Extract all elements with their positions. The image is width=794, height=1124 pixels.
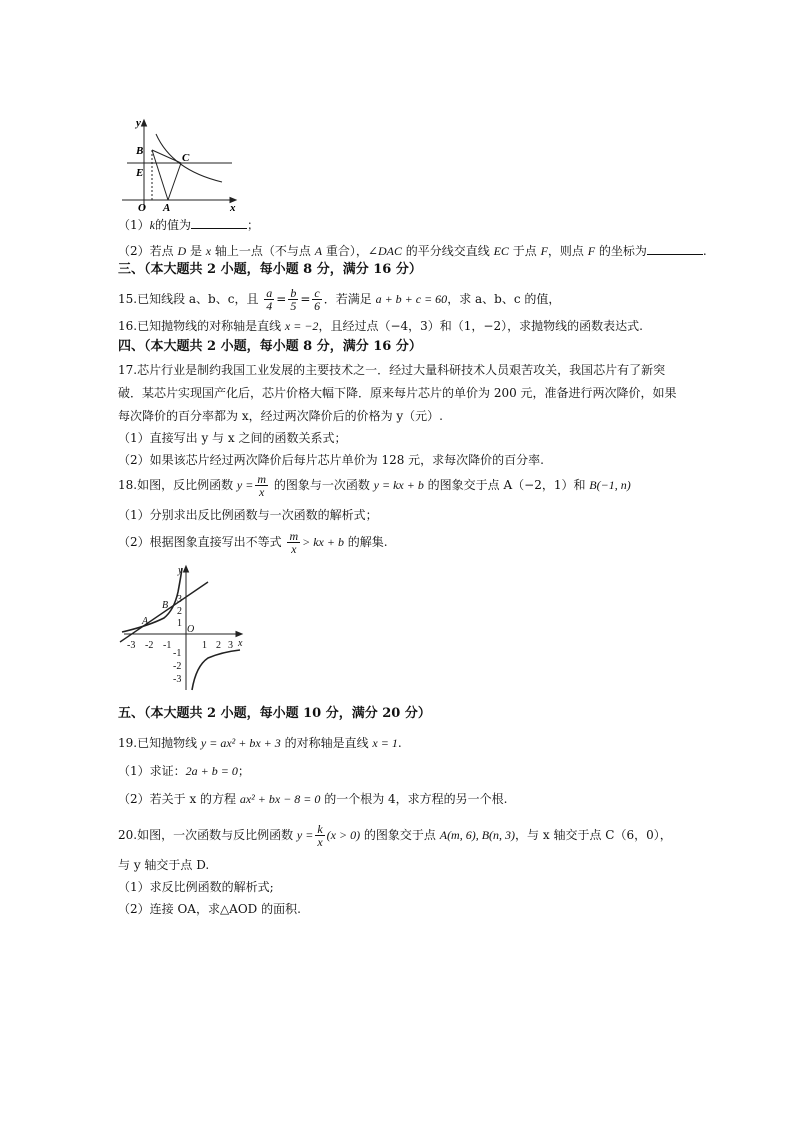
y-tick-2: 2	[177, 606, 182, 617]
q20-line2: 与 y 轴交于点 D.	[118, 858, 210, 872]
x-axis-arrow	[236, 632, 242, 637]
q14-part1: （1）k的值为 ；	[118, 218, 259, 232]
x-tick-3: 3	[228, 640, 233, 651]
x-tick-1: 1	[202, 640, 207, 651]
q18: 18.如图，反比例函数 y = $\frac{m}{x}$ 的图象与一次函数 y = kx + b 的图象交于点 A（−2，1）和 B(−1, n)	[118, 472, 631, 499]
x-tick-2: 2	[216, 640, 221, 651]
y-tick-1: 1	[177, 618, 182, 629]
answer-blank-1[interactable]	[191, 217, 247, 229]
q17-line1: 17.芯片行业是制约我国工业发展的主要技术之一．经过大量科研技术人员艰苦攻关，我国芯片有了新突	[118, 363, 666, 377]
fraction-c-6: $\frac{c}{6}$	[314, 286, 321, 313]
answer-blank-2[interactable]	[647, 243, 703, 255]
label-B: B	[162, 600, 169, 611]
q17-line2: 破．某芯片实现国产化后，芯片价格大幅下降．原来每片芯片的单价为 200 元，准备进行两次降价，如果	[118, 386, 677, 400]
q20: 20.如图，一次函数与反比例函数 y = $\frac{k}{x}$ (x > 0) 的图象交于点 A(m, 6), B(n, 3)，与 x 轴交于点 C（6，0），	[118, 822, 672, 849]
fraction-a-4: $\frac{a}{4}$	[266, 286, 273, 313]
hyperbola-branch-right	[192, 650, 240, 690]
fraction-m-x: $\frac{m}{x}$	[257, 472, 267, 499]
q19: 19.已知抛物线 y = ax² + bx + 3 的对称轴是直线 x = 1.	[118, 736, 402, 750]
section-5-heading: 五、（本大题共 2 小题，每小题 10 分，满分 20 分）	[118, 706, 431, 721]
segment-ac	[168, 163, 181, 200]
y-axis-arrow	[184, 566, 189, 572]
y-tick-neg1: -1	[173, 648, 182, 659]
y-tick-neg3: -3	[173, 674, 182, 685]
y-tick-neg2: -2	[173, 661, 182, 672]
hyperbola-branch-left	[122, 568, 182, 632]
q18-sub2: （2）根据图象直接写出不等式 $\frac{m}{x}$ > kx + b 的解集.	[118, 529, 388, 556]
label-x: x	[230, 202, 236, 212]
q18-sub1: （1）分别求出反比例函数与一次函数的解析式；	[118, 508, 378, 522]
figure-geometry-1	[112, 112, 242, 212]
segment-ba	[152, 150, 168, 200]
label-x: x	[238, 638, 243, 649]
linear-function-line	[120, 582, 208, 642]
label-O: O	[138, 202, 146, 212]
y-tick-3: 3	[177, 594, 182, 605]
q17-sub2: （2）如果该芯片经过两次降价后每片芯片单价为 128 元，求每次降价的百分率.	[118, 453, 544, 467]
q17-line3: 每次降价的百分率都为 x，经过两次降价后的价格为 y（元）.	[118, 409, 443, 423]
label-A: A	[163, 202, 171, 212]
label-E: E	[136, 167, 144, 179]
q16: 16.已知抛物线的对称轴是直线 x = −2，且经过点（−4，3）和（1，−2），求抛物线的函数表达式.	[118, 319, 643, 333]
q20-sub2: （2）连接 OA，求△AOD 的面积.	[118, 902, 301, 916]
x-tick-neg3: -3	[127, 640, 136, 651]
q20-sub1: （1）求反比例函数的解析式;	[118, 880, 274, 894]
x-tick-neg1: -1	[163, 640, 172, 651]
q19-sub2: （2）若关于 x 的方程 ax² + bx − 8 = 0 的一个根为 4，求方程的另一个根.	[118, 792, 508, 806]
q14-part2: （2）若点 D 是 x 轴上一点（不与点 A 重合），∠DAC 的平分线交直线 EC 于点 F，则点 F 的坐标为 .	[118, 244, 707, 258]
label-A: A	[142, 616, 149, 627]
y-axis-arrow	[142, 120, 147, 126]
label-O: O	[187, 624, 195, 635]
q19-sub1: （1）求证：2a + b = 0；	[118, 764, 250, 778]
q17-sub1: （1）直接写出 y 与 x 之间的函数关系式；	[118, 431, 347, 445]
x-tick-neg2: -2	[145, 640, 154, 651]
section-4-heading: 四、（本大题共 2 小题，每小题 8 分，满分 16 分）	[118, 339, 422, 354]
q15: 15.已知线段 a、b、c，且 $\frac{a}{4}$ = $\frac{b}{5}$ = $\frac{c}{6}$ ．若满足 a + b + c = 60，求 a、b、c 的值，	[118, 286, 561, 313]
label-B: B	[136, 145, 144, 157]
figure-hyperbola-graph	[118, 562, 248, 694]
segment-bc	[152, 150, 181, 163]
fraction-m-x-2: $\frac{m}{x}$	[289, 529, 299, 556]
label-y: y	[178, 565, 183, 576]
label-C: C	[182, 152, 190, 164]
label-y: y	[136, 117, 141, 129]
fraction-k-x: $\frac{k}{x}$	[317, 822, 323, 849]
fraction-b-5: $\frac{b}{5}$	[290, 286, 297, 313]
section-3-heading: 三、（本大题共 2 小题，每小题 8 分，满分 16 分）	[118, 262, 422, 277]
